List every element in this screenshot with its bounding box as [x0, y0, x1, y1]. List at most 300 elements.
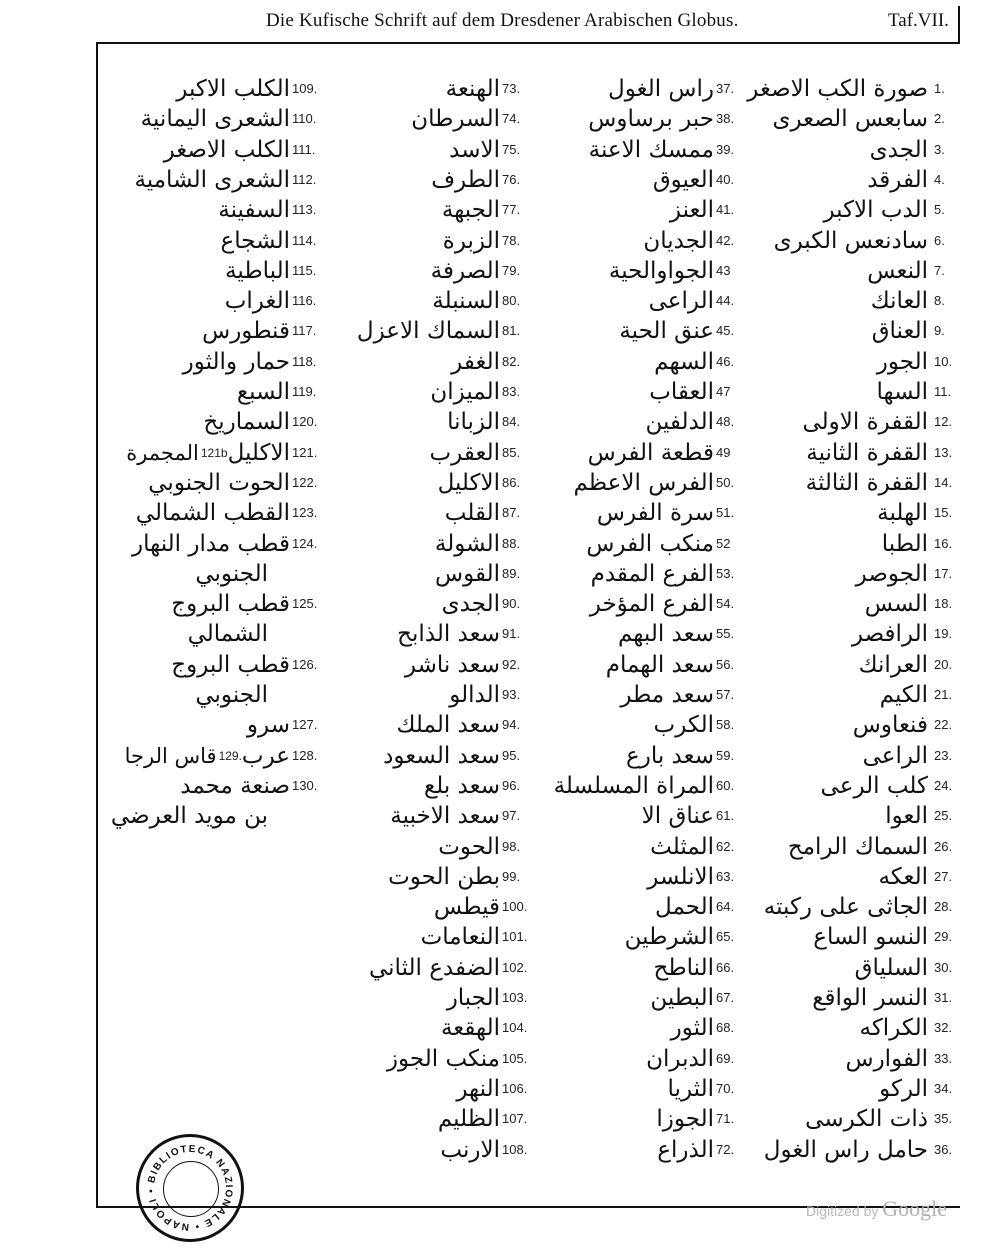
entry-name: العناق — [871, 318, 928, 345]
entry-name: الكرب — [653, 712, 714, 739]
entry-number: 128. — [292, 747, 318, 763]
entry-number: 68. — [716, 1020, 735, 1036]
catalog-entry — [853, 710, 958, 740]
entry-name: السها — [876, 379, 928, 405]
catalog-entry — [867, 256, 958, 286]
entry-number: 44. — [716, 293, 735, 309]
entry-number: 91. — [502, 626, 521, 642]
entry-name: الكراكه — [859, 1015, 928, 1042]
entry-name: الزبرة — [442, 227, 500, 254]
entry-number: 63. — [716, 868, 735, 884]
entry-name: السس — [864, 591, 928, 618]
entry-name: القفرة الاولى — [802, 409, 928, 436]
entry-name: الطبا — [881, 530, 928, 557]
entry-name: الظليم — [437, 1106, 500, 1133]
entry-name: منكب الفرس — [586, 530, 714, 557]
page-title: Die Kufische Schrift auf dem Dresdener Arabischen Globus. — [266, 10, 739, 31]
catalog-entry — [656, 1104, 740, 1134]
entry-number: 55. — [716, 626, 735, 642]
entry-name: العانك — [870, 288, 928, 315]
entry-name: ذات الكرسى — [805, 1106, 928, 1133]
entry-number: 57. — [716, 687, 735, 702]
entry-number: 102. — [502, 959, 528, 975]
entry-number: 34. — [934, 1080, 953, 1096]
entry-name: السفينة — [218, 197, 290, 224]
entry-name: النعامات — [420, 924, 500, 951]
entry-number: 42. — [716, 232, 735, 248]
entry-number: 120. — [292, 414, 318, 430]
catalog-entry — [438, 468, 530, 498]
catalog-entry — [446, 74, 530, 104]
catalog-entry — [588, 104, 740, 134]
entry-number: 58. — [716, 717, 735, 733]
catalog-entry — [171, 589, 322, 619]
entry-number: 67. — [716, 990, 735, 1005]
entry-name: سادنعس الكبرى — [773, 227, 928, 254]
catalog-entry — [449, 135, 530, 165]
entry-name: فنعاوس — [852, 712, 928, 739]
entry-number: 74. — [502, 111, 521, 127]
catalog-entry — [647, 862, 740, 892]
entry-number: 37. — [716, 81, 735, 96]
entry-number: 79. — [502, 262, 521, 278]
catalog-entry — [430, 377, 530, 407]
catalog-entry — [880, 680, 958, 710]
entry-name: الركو — [879, 1075, 928, 1102]
entry-name: ممسك الاعنة — [588, 136, 714, 163]
catalog-entry — [764, 1135, 958, 1165]
entry-name: سعد البهم — [618, 621, 714, 648]
catalog-entry — [871, 286, 958, 316]
entry-name: قيطس — [433, 894, 500, 921]
entry-number: 51. — [716, 505, 735, 521]
entry-number: 111. — [292, 141, 316, 157]
entry-name: سابعس الصعرى — [772, 106, 928, 133]
entry-number: 90. — [502, 596, 521, 612]
catalog-entry — [132, 529, 322, 559]
catalog-entry — [812, 983, 958, 1013]
entry-name: الهقعة — [440, 1015, 500, 1042]
catalog-entry — [788, 832, 958, 862]
catalog-entry — [618, 619, 740, 649]
entry-number: 113. — [292, 202, 317, 218]
catalog-entry — [877, 498, 958, 528]
entry-number: 6. — [934, 232, 945, 248]
entry-name: الحوت الجنوبي — [148, 469, 290, 496]
entry-name: العقاب — [649, 379, 714, 405]
entry-number: 30. — [934, 959, 953, 975]
catalog-entry — [447, 407, 530, 437]
entry-name: السبع — [236, 379, 290, 405]
entry-number: 89. — [502, 565, 521, 581]
entry-number: 69. — [716, 1050, 735, 1066]
entry-name: السماك الرامح — [787, 833, 928, 860]
entry-name: الضفدع الثاني — [368, 954, 500, 981]
catalog-entry — [387, 1044, 530, 1074]
entry-continuation: بن مويد العرضي — [110, 803, 268, 830]
entry-number: 109. — [292, 81, 318, 96]
entry-number: 83. — [502, 384, 521, 399]
entry-number: 88. — [502, 535, 521, 551]
entry-name: الثور — [670, 1015, 714, 1042]
entry-number: 104. — [502, 1020, 528, 1036]
catalog-entry — [397, 619, 530, 649]
catalog-entry — [237, 377, 322, 407]
entry-number: 59. — [716, 747, 735, 763]
entry-number: 61. — [716, 808, 735, 824]
catalog-entry — [620, 680, 740, 710]
catalog-entry — [126, 438, 322, 468]
catalog-entry — [813, 922, 958, 952]
entry-name: الشعرى اليمانية — [140, 106, 290, 133]
catalog-entry — [591, 559, 740, 589]
entry-number: 46. — [716, 353, 735, 369]
entry-name: الجديان — [643, 227, 714, 254]
catalog-entry — [879, 1074, 958, 1104]
catalog-entry — [805, 1104, 958, 1134]
catalog-entry — [885, 801, 958, 831]
entry-number: 82. — [502, 353, 521, 369]
entry-continuation: الجنوبي — [195, 560, 268, 587]
entry-name: سعد الذابح — [397, 621, 500, 648]
entry-extra — [126, 438, 227, 468]
entry-name: الحمل — [655, 894, 714, 921]
entry-number: 60. — [716, 777, 735, 793]
entry-number: 27. — [934, 868, 953, 884]
entry-name: حمار والثور — [182, 348, 290, 375]
entry-number: 80. — [502, 293, 521, 309]
entry-name: الجبار — [446, 985, 500, 1011]
entry-name: الفرقد — [867, 166, 928, 193]
entry-number: 5. — [934, 202, 945, 218]
entry-name: الاكليل — [227, 439, 290, 466]
entry-name: كلب الرعى — [820, 772, 928, 799]
catalog-entry — [867, 165, 958, 195]
catalog-entry — [821, 771, 958, 801]
catalog-entry — [451, 347, 530, 377]
entry-name: سعد الهمام — [605, 651, 714, 678]
catalog-entry — [443, 226, 530, 256]
entry-name: الارنب — [440, 1136, 500, 1163]
catalog-entry — [855, 953, 958, 983]
entry-name: الجدى — [869, 136, 928, 163]
entry-number: 20. — [934, 656, 953, 672]
catalog-entry — [445, 498, 530, 528]
entry-name: السرطان — [411, 106, 500, 133]
catalog-entry — [671, 1013, 740, 1043]
catalog-entry — [136, 498, 322, 528]
entry-name: صورة الكب الاصغر — [747, 76, 928, 102]
entry-number: 48. — [716, 414, 735, 430]
entry-number: 73. — [502, 81, 521, 96]
entry-number: 56. — [716, 656, 735, 672]
entry-number: 118. — [292, 353, 317, 369]
entry-name: حبر برساوس — [588, 106, 714, 133]
entry-name: الثريا — [667, 1075, 714, 1102]
catalog-entry — [876, 377, 958, 407]
entry-number: 125. — [292, 596, 318, 612]
entry-number: 94. — [502, 717, 521, 733]
stamp-inner-ring — [163, 1161, 219, 1217]
catalog-entry — [176, 74, 322, 104]
entry-number: 116. — [292, 293, 317, 309]
entry-number: 65. — [716, 929, 735, 945]
entry-name: الكيم — [879, 682, 928, 708]
catalog-entry — [171, 650, 322, 680]
entry-number: 101. — [502, 929, 528, 945]
catalog-entry — [218, 195, 322, 225]
catalog-entry — [806, 438, 958, 468]
entry-number: 127. — [292, 717, 318, 733]
catalog-entry — [225, 256, 322, 286]
entry-number: 16. — [934, 535, 953, 551]
catalog-entry — [442, 195, 530, 225]
entry-name: عناق الا — [641, 803, 714, 830]
entry-number: 98. — [502, 838, 521, 854]
entry-name: الانلسر — [647, 863, 714, 890]
catalog-entry — [588, 438, 740, 468]
entry-number: 23. — [934, 747, 953, 763]
entry-name: الدالو — [449, 682, 500, 708]
entry-number: 52 — [716, 535, 731, 551]
catalog-entry — [183, 347, 322, 377]
entry-number: 103. — [502, 990, 528, 1005]
entry-number: 110. — [292, 111, 317, 127]
entry-name: الاسد — [449, 136, 500, 163]
entry-name: القطب الشمالي — [135, 500, 290, 527]
entry-name: الشعرى الشامية — [134, 166, 290, 193]
catalog-entry — [447, 983, 530, 1013]
catalog-entry — [397, 710, 530, 740]
entry-name: الجدى — [441, 591, 500, 618]
catalog-entry — [860, 1013, 958, 1043]
entry-number: 66. — [716, 959, 735, 975]
entry-number: 72. — [716, 1141, 735, 1157]
catalog-entry — [589, 135, 740, 165]
entry-name: الحوت — [438, 833, 500, 860]
catalog-entry — [657, 1135, 740, 1165]
entry-name: الفرع المؤخر — [589, 591, 714, 618]
catalog-entry — [649, 286, 740, 316]
entry-number: 121. — [292, 444, 318, 460]
catalog-entry — [626, 741, 740, 771]
catalog-entry — [456, 1074, 530, 1104]
entry-name: عرب — [241, 742, 290, 769]
entry-number: 4. — [934, 171, 945, 187]
entry-name: سعد الملك — [396, 712, 500, 739]
entry-name: سعد السعود — [383, 742, 500, 769]
entry-number: 70. — [716, 1080, 735, 1096]
catalog-entry — [645, 407, 740, 437]
page-header — [0, 6, 1001, 40]
catalog-entry — [390, 801, 530, 831]
entry-number: 15. — [934, 505, 953, 521]
entry-number: 107. — [502, 1111, 528, 1127]
right-edge-line — [958, 6, 960, 44]
entry-name: سعد بلع — [423, 772, 500, 799]
entry-name: قطب البروج — [171, 651, 290, 678]
entry-number: 97. — [502, 808, 521, 824]
catalog-entry — [772, 104, 958, 134]
entry-name: الفرع المقدم — [590, 560, 714, 587]
entry-name: الدلفين — [645, 409, 714, 436]
catalog-entry — [438, 1104, 530, 1134]
catalog-entry — [872, 316, 958, 346]
entry-name: سرة الفرس — [596, 500, 714, 527]
entry-name: النسر الواقع — [812, 985, 928, 1011]
catalog-entry — [649, 377, 740, 407]
entry-number: 124. — [292, 535, 318, 551]
svg-text:BIBLIOTECA NAZIONALE • NAPOLI: BIBLIOTECA NAZIONALE • NAPOLI • — [145, 1143, 235, 1233]
catalog-entry — [247, 710, 322, 740]
catalog-entry — [863, 741, 958, 771]
entry-name: السنبلة — [432, 288, 500, 315]
entry-name: القلب — [444, 500, 500, 527]
entry-number: 45. — [716, 323, 735, 339]
catalog-entry — [653, 165, 740, 195]
watermark-prefix: Digitized by — [806, 1203, 879, 1219]
entry-number: 106. — [502, 1080, 528, 1096]
catalog-entry — [449, 680, 530, 710]
entry-name: العنز — [669, 197, 714, 224]
entry-name: منكب الجوز — [386, 1045, 500, 1072]
entry-name: الناطح — [653, 954, 714, 981]
catalog-entry — [357, 316, 530, 346]
catalog-entry — [655, 892, 740, 922]
entry-name: العرانك — [858, 651, 928, 678]
entry-name: الهنعة — [445, 76, 500, 102]
entry-number: 38. — [716, 111, 735, 127]
catalog-entry — [405, 650, 530, 680]
catalog-entry — [383, 741, 530, 771]
entry-extra-number: 129. — [218, 748, 242, 763]
entry-name: قطب البروج — [171, 591, 290, 618]
entry-name: الكلب الاكبر — [176, 76, 290, 102]
entry-number: 64. — [716, 899, 735, 915]
entry-name: العيوق — [652, 166, 714, 193]
entry-name: قنطورس — [202, 318, 290, 345]
entry-number: 76. — [502, 171, 521, 187]
entry-name: الزبانا — [447, 409, 500, 436]
library-stamp — [136, 1134, 244, 1242]
entry-number: 11. — [934, 384, 952, 399]
catalog-entry — [421, 922, 530, 952]
entry-number: 96. — [502, 777, 521, 793]
catalog-entry — [619, 316, 740, 346]
catalog-entry — [643, 226, 740, 256]
entry-name: الغفر — [451, 348, 500, 375]
catalog-entry — [221, 226, 323, 256]
catalog-entry — [424, 771, 530, 801]
entry-name: حامل راس الغول — [763, 1136, 928, 1163]
entry-number: 40. — [716, 171, 735, 187]
entry-name: المراة المسلسلة — [553, 772, 714, 799]
catalog-entry — [442, 589, 530, 619]
entry-name: العقرب — [429, 439, 500, 466]
entry-number: 12. — [934, 414, 953, 430]
entry-number: 50. — [716, 474, 735, 490]
catalog-entry — [134, 165, 322, 195]
catalog-entry — [388, 862, 530, 892]
entry-name: المثلث — [650, 833, 714, 860]
entry-name: سعد ناشر — [404, 651, 500, 678]
entry-number: 95. — [502, 747, 521, 763]
entry-name: الكلب الاصغر — [163, 136, 290, 163]
catalog-entry — [586, 529, 740, 559]
entry-name: البطين — [650, 985, 714, 1011]
catalog-entry — [823, 195, 958, 225]
entry-number: 130. — [292, 777, 318, 793]
entry-continuation: الجنوبي — [195, 682, 268, 708]
catalog-entry — [882, 529, 958, 559]
catalog-entry — [878, 862, 958, 892]
entry-number: 62. — [716, 838, 735, 854]
catalog-entry — [554, 771, 740, 801]
entry-number: 14. — [934, 474, 953, 490]
entry-name: الراعى — [648, 288, 714, 315]
catalog-entry — [202, 316, 322, 346]
catalog-entry — [654, 710, 740, 740]
entry-name: الذراع — [657, 1136, 714, 1163]
entry-name: النسو الساع — [813, 924, 928, 951]
catalog-entry — [431, 256, 530, 286]
entry-name: السهم — [654, 348, 714, 375]
entry-number: 54. — [716, 596, 735, 612]
entry-name: السماك الاعزل — [356, 318, 500, 345]
entry-name: الفرس الاعظم — [573, 469, 714, 496]
entry-name: العكه — [878, 863, 928, 890]
catalog-entry — [125, 741, 322, 771]
entry-extra-number: 121b — [200, 445, 228, 460]
catalog-entry — [877, 347, 958, 377]
entry-name: القفرة الثالثة — [805, 469, 928, 496]
entry-name: النعس — [867, 257, 928, 284]
entry-name: الميزان — [430, 379, 500, 405]
plate-number: Taf.VII. — [888, 10, 949, 31]
entry-name: النهر — [456, 1075, 500, 1102]
entry-number: 71. — [716, 1111, 735, 1127]
entry-number: 123. — [292, 505, 318, 521]
entry-name: الدب الاكبر — [823, 197, 928, 224]
catalog-entry — [590, 589, 740, 619]
entry-name: الهلبة — [877, 500, 928, 527]
entry-number: 19. — [934, 626, 953, 642]
entry-name: عنق الحية — [619, 318, 714, 345]
entry-number: 114. — [292, 232, 317, 248]
entry-number: 75. — [502, 141, 521, 157]
entry-number: 84. — [502, 414, 521, 430]
catalog-entry — [435, 559, 530, 589]
catalog-entry — [654, 953, 741, 983]
catalog-entry — [141, 104, 322, 134]
entry-name: سعد الاخبية — [390, 803, 500, 830]
entry-number: 49 — [716, 444, 731, 460]
entry-number: 39. — [716, 141, 735, 157]
entry-extra-name: قاس الرجا — [124, 743, 217, 768]
catalog-entry — [846, 1044, 959, 1074]
entry-name: راس الغول — [608, 76, 714, 102]
entry-number: 87. — [502, 505, 521, 521]
entry-name: العوا — [885, 803, 928, 830]
entry-name: بطن الحوت — [388, 863, 500, 890]
entry-number: 32. — [934, 1020, 953, 1036]
entry-number: 2. — [934, 111, 945, 127]
entry-name: السلياق — [854, 954, 928, 981]
entry-name: سعد مطر — [620, 682, 714, 708]
entry-number: 33. — [934, 1050, 953, 1066]
catalog-entry — [608, 74, 740, 104]
entry-name: الرافصر — [851, 621, 928, 648]
